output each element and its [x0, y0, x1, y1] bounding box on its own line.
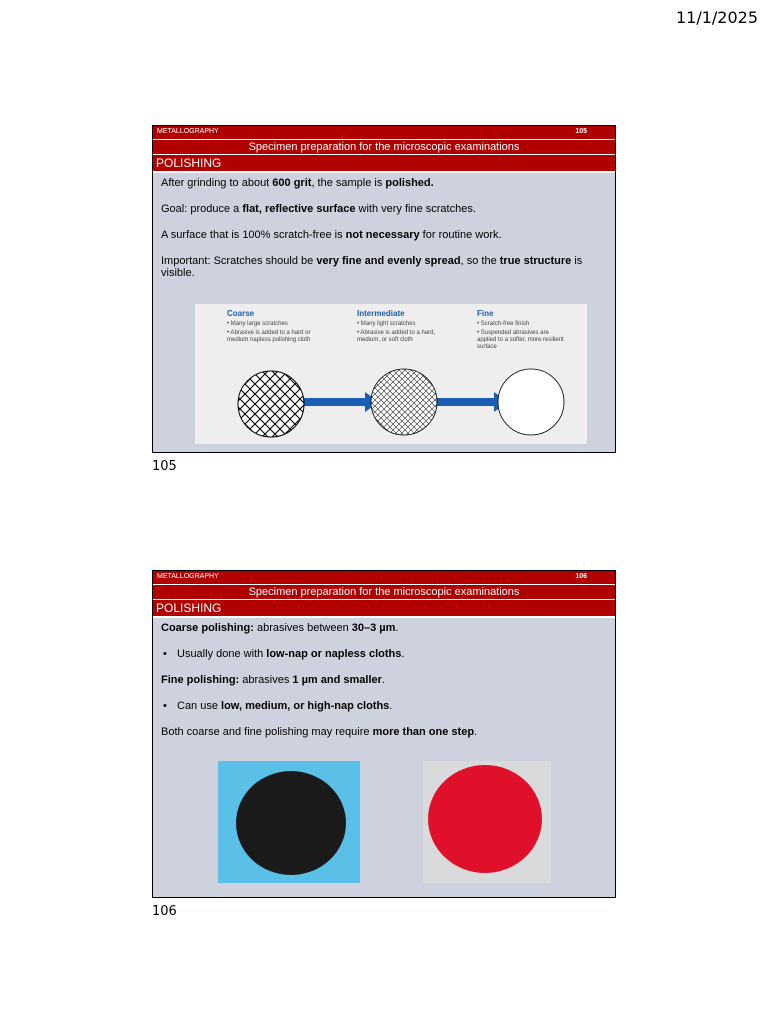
stage-item: • Abrasive is added to a hard or medium napless polishing cloth — [227, 330, 311, 343]
page-number: 105 — [152, 459, 177, 474]
slide-section: POLISHING — [153, 600, 615, 618]
slide-title: Specimen preparation for the microscopic examinations — [153, 585, 615, 600]
fine-surface-circle — [498, 369, 564, 435]
paragraph: Fine polishing: abrasives 1 µm and smaller. — [161, 674, 385, 686]
paragraph: Coarse polishing: abrasives between 30–3 µm. — [161, 622, 399, 634]
napped-cloth-photo — [423, 761, 551, 883]
stages-graphic — [195, 304, 587, 444]
paragraph: Both coarse and fine polishing may require more than one step. — [161, 726, 478, 738]
stage-heading: Intermediate — [357, 309, 405, 318]
slide-subject: METALLOGRAPHY — [157, 128, 219, 135]
slide-subject: METALLOGRAPHY — [157, 573, 219, 580]
paragraph: Important: Scratches should be very fine and evenly spread, so the true structure is visible. — [161, 255, 583, 279]
slide-body — [153, 618, 615, 738]
paragraph: After grinding to about 600 grit, the sample is polished. — [161, 177, 434, 189]
paragraph: A surface that is 100% scratch-free is not necessary for routine work. — [161, 229, 502, 241]
slide-number: 106 — [575, 573, 587, 580]
polishing-stages-diagram — [195, 304, 587, 444]
stage-heading: Fine — [477, 309, 494, 318]
stage-item: • Many light scratches — [357, 321, 416, 327]
slide-header-bar — [153, 126, 615, 140]
stage-item: • Scratch-free finish — [477, 321, 530, 327]
bullet-item: • Usually done with low-nap or napless cloths. — [163, 648, 405, 660]
stage-item: • Suspended abrasives are applied to a softer, more resilient surface — [477, 330, 564, 350]
red-polishing-cloth — [428, 765, 542, 873]
paragraph: Goal: produce a flat, reflective surface with very fine scratches. — [161, 203, 476, 215]
arrow-shaft — [436, 398, 496, 406]
slide-105 — [152, 125, 616, 453]
stage-item: • Many large scratches — [227, 321, 288, 327]
page-number: 106 — [152, 904, 177, 919]
coarse-surface-circle — [235, 368, 307, 440]
slide-section: POLISHING — [153, 155, 615, 173]
print-date: 11/1/2025 — [675, 8, 758, 27]
stage-item: • Abrasive is added to a hard, medium, or soft cloth — [357, 330, 436, 343]
napless-cloth-photo — [218, 761, 360, 883]
arrow-shaft — [303, 398, 367, 406]
bullet-item: • Can use low, medium, or high-nap cloths. — [163, 700, 393, 712]
slide-title: Specimen preparation for the microscopic examinations — [153, 140, 615, 155]
slide-header-bar — [153, 571, 615, 585]
slide-106 — [152, 570, 616, 898]
stage-heading: Coarse — [227, 309, 255, 318]
intermediate-surface-circle — [368, 366, 440, 438]
black-polishing-cloth — [236, 771, 346, 875]
slide-body — [153, 173, 615, 279]
slide-number: 105 — [575, 128, 587, 135]
